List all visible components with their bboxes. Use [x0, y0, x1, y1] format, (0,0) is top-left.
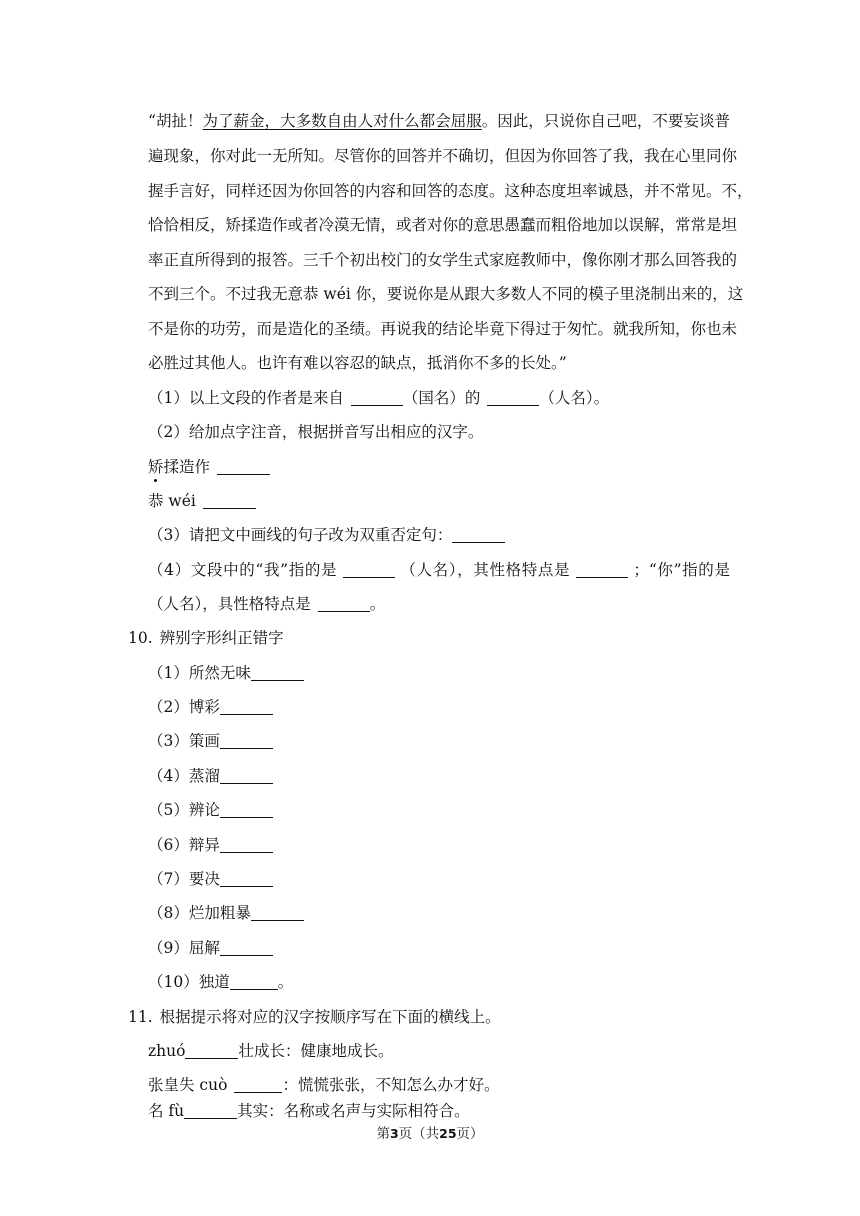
q11-row-2-hint: ：慌慌张张，不知怎么办才好。	[282, 1076, 500, 1094]
q11-row-1	[148, 1041, 393, 1061]
q10-item	[148, 869, 273, 889]
q11-row-2	[148, 1075, 499, 1095]
q9-word-2	[148, 491, 256, 511]
passage-line-4: 恰恰相反，矫揉造作或者冷漠无情，或者对你的意思愚蠢而粗俗地加以误解，常常是坦	[148, 216, 738, 234]
answer-blank[interactable]	[234, 1078, 282, 1093]
q10-item	[148, 731, 273, 751]
q10-item-text: （1）所然无味	[148, 664, 251, 682]
q9-part-3-text: （3）请把文中画线的句子改为双重否定句：	[148, 526, 453, 544]
question-number: 11.	[128, 1008, 153, 1026]
dotted-char: 矫	[148, 458, 164, 476]
q11-row-3-hint: 其实：名称或名声与实际相符合。	[237, 1102, 470, 1120]
answer-blank[interactable]	[230, 975, 278, 990]
passage-line-3: 握手言好，同样还因为你回答的内容和回答的态度。这种态度坦率诚恳，并不常见。不，	[148, 182, 753, 200]
q9-part-4	[148, 560, 730, 580]
question-title: 辨别字形纠正错字	[159, 629, 284, 647]
answer-blank[interactable]	[220, 803, 273, 818]
answer-blank[interactable]	[351, 391, 403, 406]
answer-blank[interactable]	[220, 734, 273, 749]
q9-part-4-text-a: （4）文段中的“我”指的是	[148, 561, 338, 579]
q9-word-1-rest: 揉造作	[163, 458, 211, 476]
q10-item-text: （6）辩异	[148, 836, 220, 854]
q9-part-4-text-e: 。	[369, 595, 386, 613]
page-number: 3	[389, 1126, 399, 1141]
answer-blank[interactable]	[220, 769, 273, 784]
q10-item	[148, 766, 273, 786]
q10-item	[148, 800, 273, 820]
q11-row-2-pinyin: 张皇失 cuò	[148, 1076, 228, 1094]
passage-line-1	[148, 111, 730, 131]
q9-word-1	[148, 457, 270, 477]
q9-part-4-cont	[148, 594, 385, 614]
answer-blank[interactable]	[220, 941, 273, 956]
footer-text: 页）	[456, 1126, 484, 1142]
q10-item-text: （10）独道	[148, 973, 230, 991]
answer-blank[interactable]	[576, 563, 628, 578]
q10-item	[148, 835, 273, 855]
q10-item	[148, 972, 293, 992]
q10-item	[148, 663, 304, 683]
passage-line-7: 不是你的功劳，而是造化的圣绩。再说我的结论毕竟下得过于匆忙。就我所知，你也未	[148, 320, 738, 338]
answer-blank[interactable]	[318, 597, 370, 612]
answer-blank[interactable]	[251, 906, 304, 921]
q10-item-text: （3）策画	[148, 732, 220, 750]
q11-row-3	[148, 1101, 470, 1121]
q9-part-1	[148, 388, 609, 408]
passage-line-5: 率正直所得到的报答。三千个初出校门的女学生式家庭教师中，像你刚才那么回答我的	[148, 251, 738, 269]
q10-item-end: 。	[277, 973, 294, 991]
q11-heading	[128, 1007, 501, 1027]
answer-blank[interactable]	[217, 460, 270, 475]
q11-row-3-pinyin: 名 fù	[148, 1102, 185, 1120]
q9-part-1-text-c: （人名）。	[539, 389, 610, 407]
q10-item-text: （9）屈解	[148, 939, 220, 957]
q9-part-4-text-b: （人名），其性格特点是	[400, 561, 571, 579]
answer-blank[interactable]	[220, 872, 273, 887]
passage-line-8: 必胜过其他人。也许有难以容忍的缺点，抵消你不多的长处。”	[148, 354, 567, 372]
answer-blank[interactable]	[184, 1104, 237, 1119]
passage-line-2: 遍现象，你对此一无所知。尽管你的回答并不确切，但因为你回答了我，我在心里同你	[148, 147, 738, 165]
answer-blank[interactable]	[251, 666, 304, 681]
answer-blank[interactable]	[343, 563, 395, 578]
question-number: 10.	[128, 629, 153, 647]
passage-line-1-rest: 。因此，只说你自己吧，不要妄谈普	[481, 112, 730, 130]
q9-part-2: （2）给加点字注音，根据拼音写出相应的汉字。	[148, 423, 484, 441]
answer-blank[interactable]	[203, 494, 256, 509]
q11-row-1-pinyin: zhuó	[148, 1042, 186, 1060]
page-footer	[0, 1122, 860, 1142]
q9-part-4-text-c: ；“你”指的是	[633, 561, 730, 579]
question-title: 根据提示将对应的汉字按顺序写在下面的横线上。	[159, 1008, 501, 1026]
q10-item-text: （2）博彩	[148, 698, 220, 716]
q10-item-text: （5）辨论	[148, 801, 220, 819]
q11-row-1-hint: 壮成长：健康地成长。	[238, 1042, 394, 1060]
underlined-sentence: 为了薪金，大多数自由人对什么都会屈服	[202, 112, 482, 130]
passage-open: “胡扯！	[148, 112, 203, 130]
q10-item-text: （8）烂加粗暴	[148, 904, 251, 922]
q10-item	[148, 938, 273, 958]
footer-text: 第	[376, 1126, 390, 1142]
q9-part-4-text-d: （人名），具性格特点是	[148, 595, 311, 613]
q10-heading	[128, 628, 284, 648]
answer-blank[interactable]	[487, 391, 539, 406]
q10-item-text: （7）要决	[148, 870, 220, 888]
q9-part-1-text: （1）以上文段的作者是来自	[148, 389, 344, 407]
answer-blank[interactable]	[185, 1044, 238, 1059]
footer-text: 页（共	[398, 1126, 440, 1142]
q9-part-3	[148, 525, 505, 545]
q9-part-1-text-b: （国名）的	[402, 389, 481, 407]
answer-blank[interactable]	[220, 700, 273, 715]
answer-blank[interactable]	[220, 838, 273, 853]
q10-item-text: （4）蒸溜	[148, 767, 220, 785]
answer-blank[interactable]	[452, 528, 505, 543]
total-pages: 25	[439, 1126, 457, 1141]
q9-word-2-text: 恭 wéi	[148, 492, 196, 510]
passage-line-6: 不到三个。不过我无意恭 wéi 你，要说你是从跟大多数人不同的模子里浇制出来的，这	[148, 285, 744, 303]
q10-item	[148, 697, 273, 717]
q10-item	[148, 903, 304, 923]
